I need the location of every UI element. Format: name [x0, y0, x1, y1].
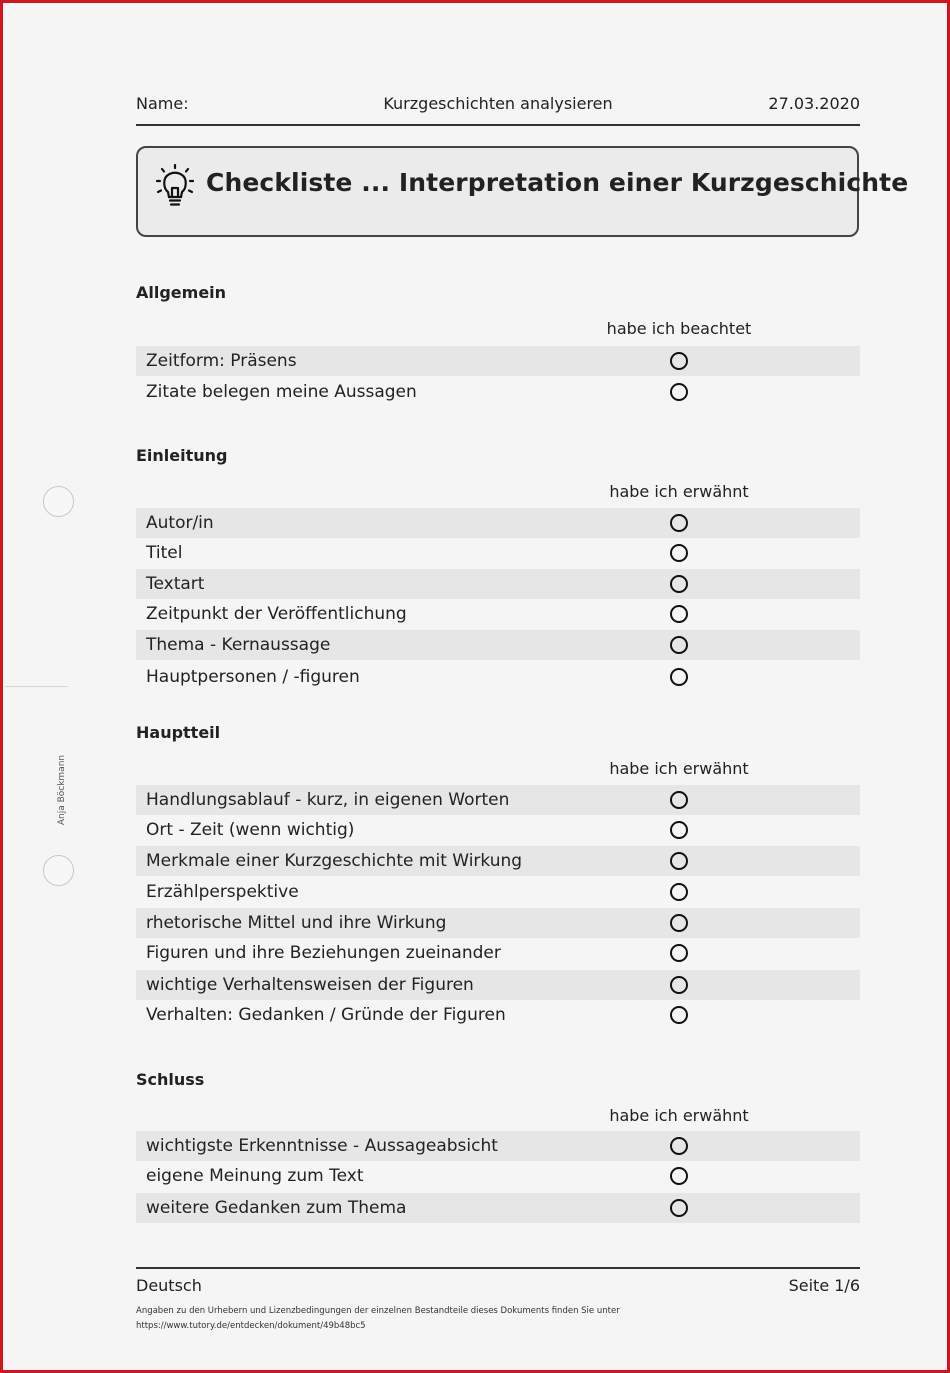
title-box [136, 146, 909, 237]
checklist-row [136, 1161, 860, 1191]
item-label: Titel [146, 543, 183, 563]
checkbox-circle[interactable] [670, 852, 688, 870]
author-credit: Anja Böckmann [57, 754, 67, 826]
page-header [136, 92, 860, 126]
column-header-label: habe ich erwähnt [609, 1106, 749, 1125]
checklist-row [136, 538, 860, 568]
checkbox-circle[interactable] [670, 1137, 688, 1155]
column-header-label: habe ich beachtet [606, 319, 752, 338]
license-note [136, 1304, 756, 1334]
checkbox-circle[interactable] [670, 944, 688, 962]
checklist-row [136, 599, 860, 629]
section-title: Einleitung [136, 446, 228, 465]
name-label: Name: [136, 94, 189, 113]
subject-label: Deutsch [136, 1276, 202, 1295]
checkbox-circle[interactable] [670, 575, 688, 593]
item-label: Textart [146, 574, 205, 594]
section-title: Hauptteil [136, 723, 221, 742]
checkbox-circle[interactable] [670, 544, 688, 562]
checklist-row [136, 938, 860, 968]
section-einleitung [136, 446, 860, 687]
fold-mark [5, 686, 68, 687]
checkbox-circle[interactable] [670, 636, 688, 654]
checklist-row [136, 846, 860, 876]
lightbulb-icon [156, 164, 194, 210]
item-label: eigene Meinung zum Text [146, 1166, 364, 1186]
checkbox-circle[interactable] [670, 1006, 688, 1024]
item-label: Zeitpunkt der Veröffentlichung [146, 604, 407, 624]
document-topic: Kurzgeschichten analysieren [383, 94, 613, 113]
item-label: Autor/in [146, 513, 214, 533]
checkbox-circle[interactable] [670, 821, 688, 839]
item-label: Zeitform: Präsens [146, 351, 297, 371]
item-label: Hauptpersonen / -figuren [146, 667, 360, 687]
section-hauptteil [136, 723, 860, 1025]
checkbox-circle[interactable] [670, 1167, 688, 1185]
checklist-row [136, 1131, 860, 1161]
section-schluss [136, 1070, 860, 1218]
checklist-row [136, 630, 860, 660]
checkbox-circle[interactable] [670, 383, 688, 401]
checkbox-circle[interactable] [670, 352, 688, 370]
item-label: Handlungsablauf - kurz, in eigenen Worten [146, 790, 510, 810]
section-allgemein [136, 283, 860, 402]
checklist-row [136, 346, 860, 376]
column-header-label: habe ich erwähnt [609, 759, 749, 778]
item-label: wichtigste Erkenntnisse - Aussageabsicht [146, 1136, 498, 1156]
checklist-row [136, 815, 860, 845]
checkbox-circle[interactable] [670, 976, 688, 994]
checklist-row [136, 970, 860, 1000]
checklist-row [136, 569, 860, 599]
checklist-row [136, 662, 860, 692]
item-label: Zitate belegen meine Aussagen [146, 382, 417, 402]
section-title: Allgemein [136, 283, 227, 302]
item-label: Ort - Zeit (wenn wichtig) [146, 820, 355, 840]
checkbox-circle[interactable] [670, 791, 688, 809]
page-number: Seite 1/6 [788, 1276, 860, 1295]
checklist-row [136, 785, 860, 815]
item-label: Figuren und ihre Beziehungen zueinander [146, 943, 501, 963]
punch-hole-bottom [43, 855, 74, 886]
checklist-row [136, 377, 860, 407]
document-date: 27.03.2020 [768, 94, 860, 113]
checkbox-circle[interactable] [670, 514, 688, 532]
item-label: wichtige Verhaltensweisen der Figuren [146, 975, 474, 995]
license-link[interactable]: https://www.tutory.de/entdecken/dokument/49b48bc5 [136, 1321, 366, 1331]
item-label: Merkmale einer Kurzgeschichte mit Wirkung [146, 851, 523, 871]
checklist-row [136, 1000, 860, 1030]
checkbox-circle[interactable] [670, 605, 688, 623]
item-label: weitere Gedanken zum Thema [146, 1198, 407, 1218]
item-label: rhetorische Mittel und ihre Wirkung [146, 913, 447, 933]
punch-hole-top [43, 486, 74, 517]
item-label: Thema - Kernaussage [146, 635, 331, 655]
item-label: Verhalten: Gedanken / Gründe der Figuren [146, 1005, 506, 1025]
checklist-row [136, 508, 860, 538]
page-footer [136, 1267, 860, 1307]
checkbox-circle[interactable] [670, 1199, 688, 1217]
checklist-row [136, 877, 860, 907]
item-label: Erzählperspektive [146, 882, 299, 902]
section-title: Schluss [136, 1070, 205, 1089]
column-header-label: habe ich erwähnt [609, 482, 749, 501]
checklist-row [136, 908, 860, 938]
page-title: Checkliste ... Interpretation einer Kurzgeschichte [206, 168, 909, 197]
checkbox-circle[interactable] [670, 883, 688, 901]
license-text: Angaben zu den Urhebern und Lizenzbedingungen der einzelnen Bestandteile dieses Dokuments finden Sie unter [136, 1306, 620, 1316]
checkbox-circle[interactable] [670, 914, 688, 932]
checklist-row [136, 1193, 860, 1223]
checkbox-circle[interactable] [670, 668, 688, 686]
